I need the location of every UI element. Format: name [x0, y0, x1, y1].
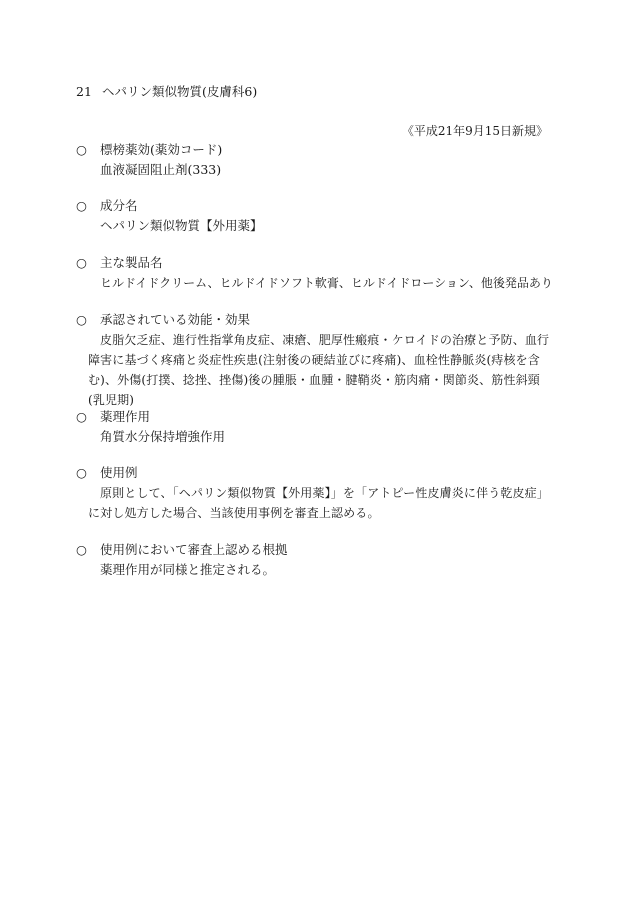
section-body: 血液凝固阻止剤(333) [100, 162, 222, 177]
circle-bullet-icon: ○ [76, 465, 87, 480]
circle-bullet-icon: ○ [76, 542, 87, 557]
section-efficacy-class [76, 140, 556, 180]
revision-date: 《平成21年9月15日新規》 [401, 124, 548, 138]
section-heading [76, 310, 556, 330]
document-title [76, 82, 257, 100]
section-pharmacology [76, 407, 556, 447]
section-products [76, 253, 556, 293]
section-heading [76, 407, 556, 427]
section-ingredient [76, 196, 556, 236]
heading-text: 主な製品名 [100, 255, 163, 270]
section-heading [76, 540, 556, 560]
heading-text: 成分名 [100, 198, 138, 213]
section-heading [76, 140, 556, 160]
circle-bullet-icon: ○ [76, 255, 87, 270]
heading-text: 使用例において審査上認める根拠 [100, 542, 288, 557]
section-body: 角質水分保持増強作用 [100, 429, 226, 444]
circle-bullet-icon: ○ [76, 409, 87, 424]
section-basis [76, 540, 556, 580]
circle-bullet-icon: ○ [76, 142, 87, 157]
item-title: ヘパリン類似物質(皮膚科6) [102, 84, 258, 99]
heading-text: 使用例 [100, 465, 138, 480]
section-body: 薬理作用が同様と推定される。 [100, 562, 276, 577]
section-heading [76, 196, 556, 216]
section-approved-effects [76, 310, 556, 410]
section-heading [76, 253, 556, 273]
section-usage-example [76, 463, 556, 523]
heading-text: 標榜薬効(薬効コード) [100, 142, 223, 157]
circle-bullet-icon: ○ [76, 312, 87, 327]
item-number: 21 [76, 84, 92, 99]
heading-text: 承認されている効能・効果 [100, 312, 251, 327]
heading-text: 薬理作用 [100, 409, 151, 424]
section-body: 原則として、「ヘパリン類似物質【外用薬】」を「アトピー性皮膚炎に伴う乾皮症」に対し処方した場合、当該使用事例を審査上認める。 [88, 486, 549, 520]
section-heading [76, 463, 556, 483]
section-body: 皮脂欠乏症、進行性指掌角皮症、凍瘡、肥厚性瘢痕・ケロイドの治療と予防、血行障害に基づく疼痛と炎症性疾患(注射後の硬結並びに疼痛)、血栓性静脈炎(痔核を含む)、外傷(打撲、捻挫、挫傷)後の腫脹・血腫・腱鞘炎・筋肉痛・関節炎、筋性斜頸(乳児期) [88, 333, 550, 407]
circle-bullet-icon: ○ [76, 198, 87, 213]
section-body: ヒルドイドクリーム、ヒルドイドソフト軟膏、ヒルドイドローション、他後発品あり [100, 276, 553, 290]
section-body: ヘパリン類似物質【外用薬】 [100, 218, 263, 233]
